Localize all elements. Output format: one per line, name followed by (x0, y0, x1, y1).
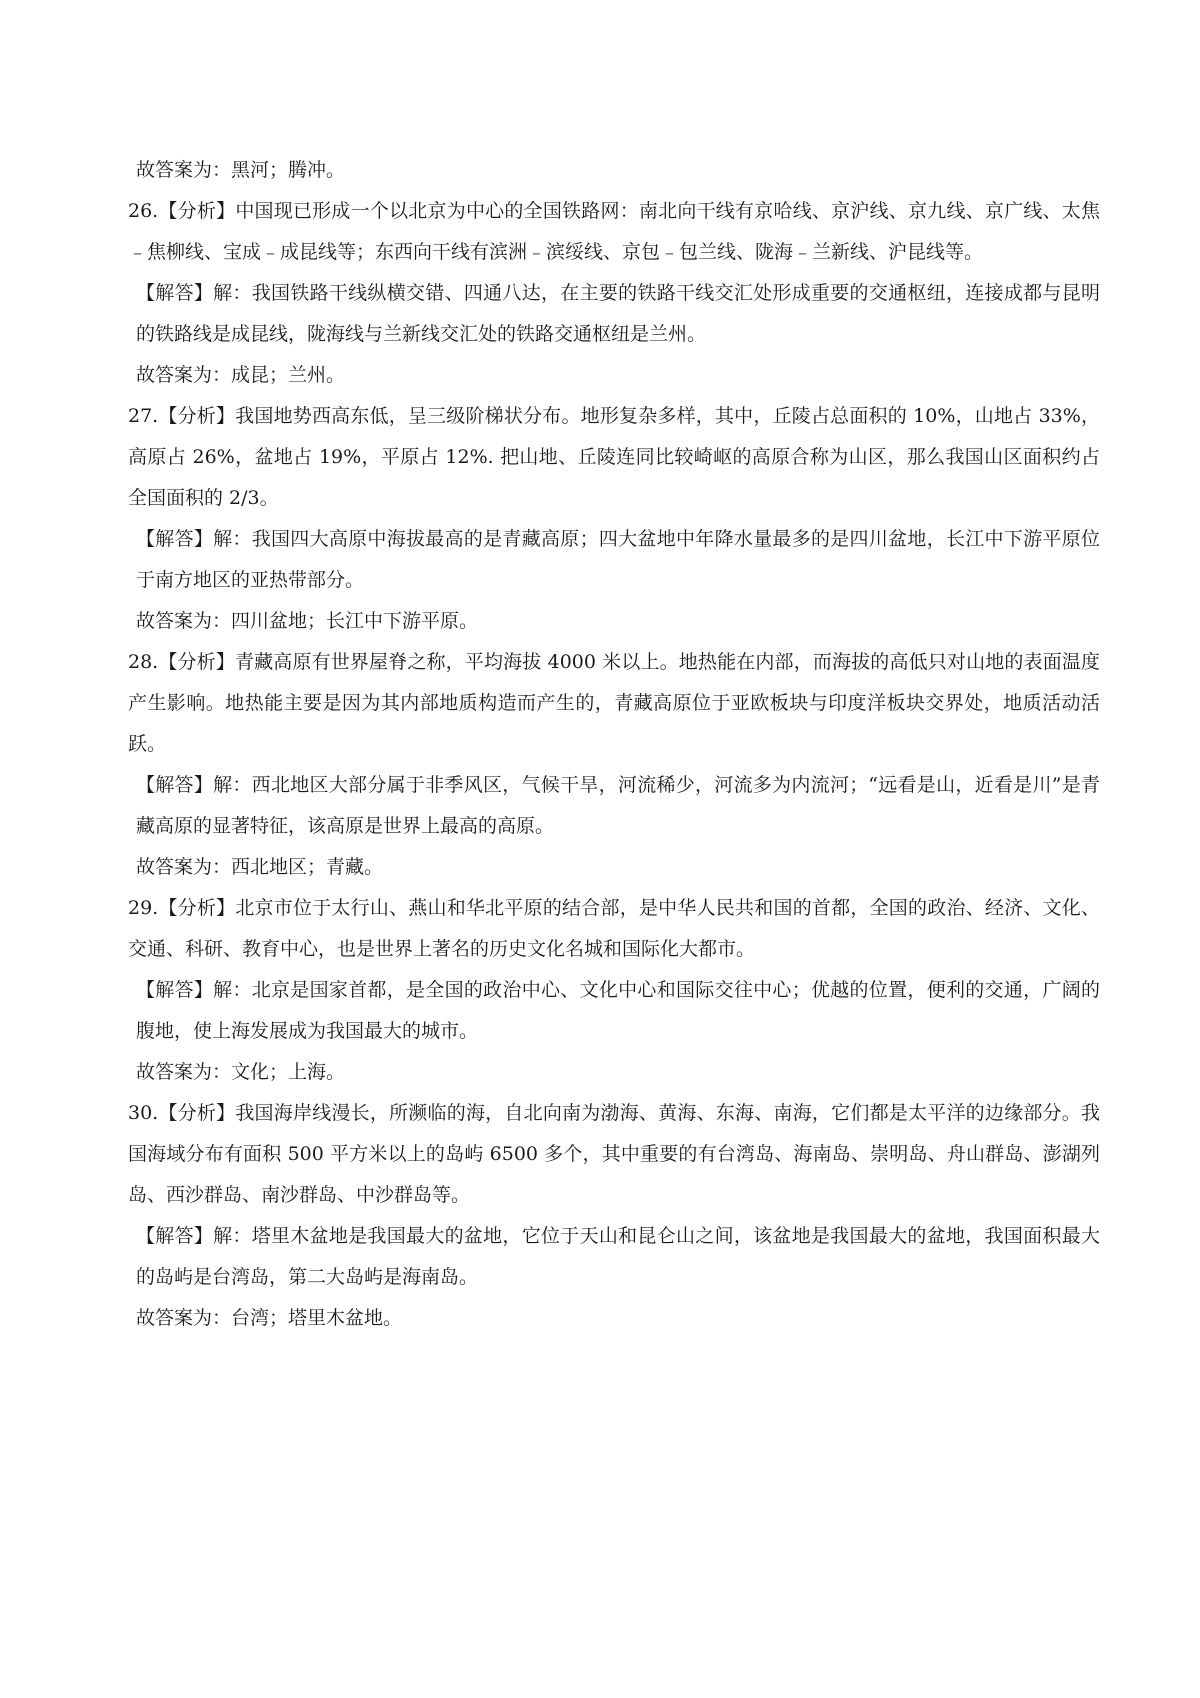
analysis-28: 28.【分析】青藏高原有世界屋脊之称，平均海拔 4000 米以上。地热能在内部，而海拔的高低只对山地的表面温度产生影响。地热能主要是因为其内部地质构造而产生的，青藏高原位于亚欧板块与印度洋板块交界处，地质活动活跃。 (128, 651, 1100, 755)
final-answer-26: 故答案为：成昆；兰州。 (136, 364, 346, 386)
final-answer-29: 故答案为：文化；上海。 (136, 1061, 346, 1083)
solution-26: 【解答】解：我国铁路干线纵横交错、四通八达，在主要的铁路干线交汇处形成重要的交通枢纽，连接成都与昆明的铁路线是成昆线，陇海线与兰新线交汇处的铁路交通枢纽是兰州。 (136, 282, 1100, 345)
solution-29: 【解答】解：北京是国家首都，是全国的政治中心、文化中心和国际交往中心；优越的位置，便利的交通，广阔的腹地，使上海发展成为我国最大的城市。 (136, 979, 1100, 1042)
question-29 (128, 888, 1100, 1093)
question-28 (128, 642, 1100, 888)
question-30 (128, 1093, 1100, 1339)
solution-28: 【解答】解：西北地区大部分属于非季风区，气候干旱，河流稀少，河流多为内流河；“远看是山，近看是川”是青藏高原的显著特征，该高原是世界上最高的高原。 (136, 774, 1100, 837)
prev-final-answer: 故答案为：黑河；腾冲。 (136, 159, 346, 181)
final-answer-27: 故答案为：四川盆地；长江中下游平原。 (136, 610, 479, 632)
solution-30: 【解答】解：塔里木盆地是我国最大的盆地，它位于天山和昆仑山之间，该盆地是我国最大的盆地，我国面积最大的岛屿是台湾岛，第二大岛屿是海南岛。 (136, 1225, 1100, 1288)
analysis-30: 30.【分析】我国海岸线漫长，所濒临的海，自北向南为渤海、黄海、东海、南海，它们都是太平洋的边缘部分。我国海域分布有面积 500 平方米以上的岛屿 6500 多个，其中重要的有台湾岛、海南岛、崇明岛、舟山群岛、澎湖列岛、西沙群岛、南沙群岛、中沙群岛等。 (128, 1102, 1100, 1206)
analysis-26: 26.【分析】中国现已形成一个以北京为中心的全国铁路网：南北向干线有京哈线、京沪线、京九线、京广线、太焦﹣焦柳线、宝成﹣成昆线等；东西向干线有滨洲﹣滨绥线、京包﹣包兰线、陇海﹣兰新线、沪昆线等。 (128, 200, 1100, 263)
document-content (128, 150, 1100, 1339)
final-answer-28: 故答案为：西北地区；青藏。 (136, 856, 384, 878)
question-27 (128, 396, 1100, 642)
solution-27: 【解答】解：我国四大高原中海拔最高的是青藏高原；四大盆地中年降水量最多的是四川盆地，长江中下游平原位于南方地区的亚热带部分。 (136, 528, 1100, 591)
analysis-29: 29.【分析】北京市位于太行山、燕山和华北平原的结合部，是中华人民共和国的首都，全国的政治、经济、文化、交通、科研、教育中心，也是世界上著名的历史文化名城和国际化大都市。 (128, 897, 1100, 960)
question-26 (128, 191, 1100, 396)
final-answer-30: 故答案为：台湾；塔里木盆地。 (136, 1307, 403, 1329)
analysis-27: 27.【分析】我国地势西高东低，呈三级阶梯状分布。地形复杂多样，其中，丘陵占总面积的 10%，山地占 33%，高原占 26%，盆地占 19%，平原占 12%. 把山地、丘陵连同比较崎岖的高原合称为山区，那么我国山区面积约占全国面积的 2/3。 (128, 405, 1100, 509)
